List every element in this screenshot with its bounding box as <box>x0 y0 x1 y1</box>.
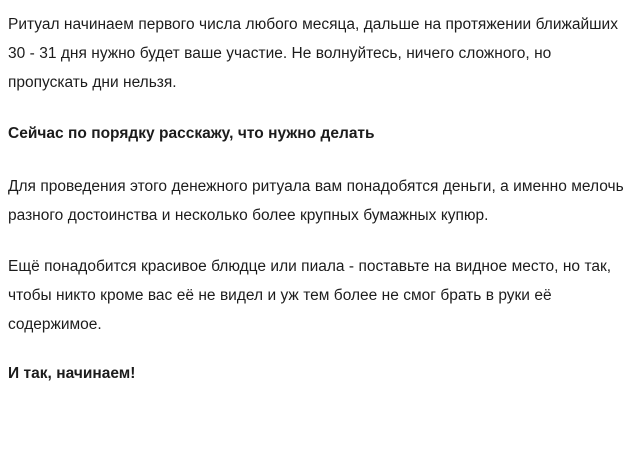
paragraph-start-heading: И так, начинаем! <box>8 365 136 382</box>
paragraph-intro: Ритуал начинаем первого числа любого месяца, дальше на протяжении ближайших 30 - 31 дня нужно будет ваше участие. Не волнуйтесь, ничего сложного, но пропускать дни нельзя. <box>8 16 618 91</box>
paragraph-materials-money: Для проведения этого денежного ритуала вам понадобятся деньги, а именно мелочь разного достоинства и несколько более крупных бумажных купюр. <box>8 178 624 224</box>
paragraph-materials-saucer: Ещё понадобится красивое блюдце или пиала - поставьте на видное место, но так, чтобы никто кроме вас её не видел и уж тем более не смог брать в руки её содержимое. <box>8 258 612 333</box>
paragraph-order-heading: Сейчас по порядку расскажу, что нужно делать <box>8 125 375 142</box>
